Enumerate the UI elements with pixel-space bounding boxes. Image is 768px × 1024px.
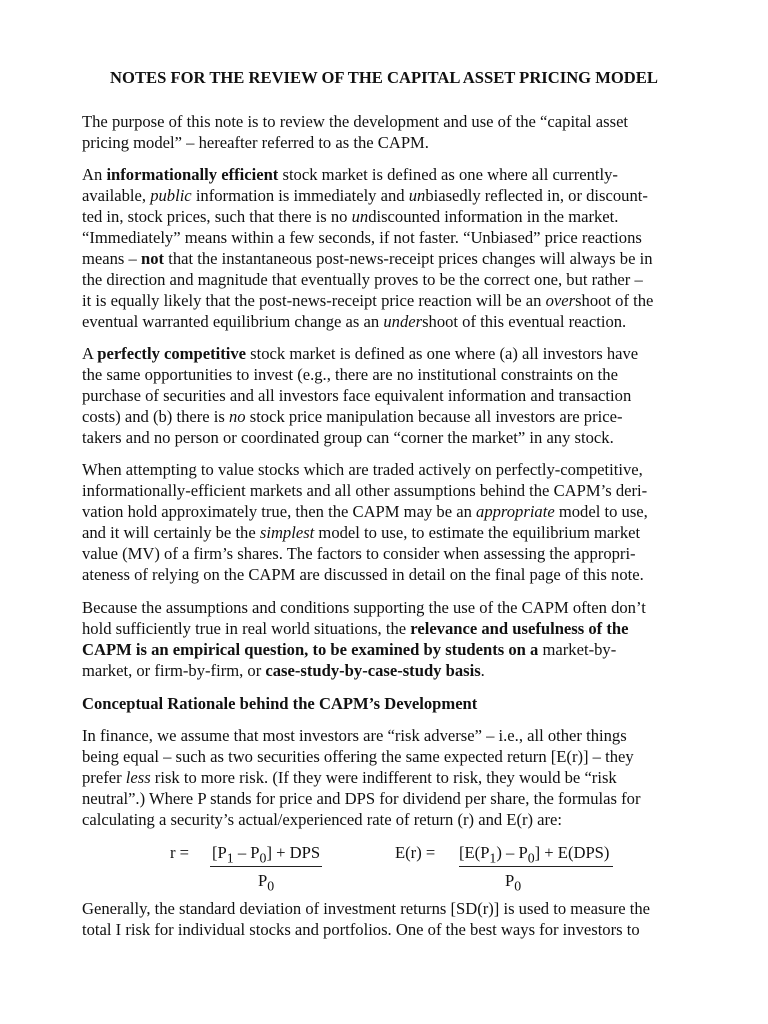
formula-actual-return	[170, 842, 330, 892]
paragraph-standard-deviation	[82, 898, 688, 940]
text-line: prefer less risk to more risk. (If they were indifferent to risk, they would be “risk	[82, 768, 617, 787]
text-line: hold sufficiently true in real world situations, the relevance and usefulness of the	[82, 619, 629, 638]
text-line: being equal – such as two securities offering the same expected return [E(r)] – they	[82, 747, 634, 766]
text-line: Because the assumptions and conditions supporting the use of the CAPM often don’t	[82, 598, 646, 617]
document-title: NOTES FOR THE REVIEW OF THE CAPITAL ASSET PRICING MODEL	[110, 68, 658, 87]
paragraph-informational-efficiency	[82, 164, 688, 332]
paragraph-risk-aversion	[82, 725, 688, 830]
formula-lhs: r =	[170, 843, 190, 862]
text-line: costs) and (b) there is no stock price manipulation because all investors are price-	[82, 407, 623, 426]
text-line: The purpose of this note is to review the development and use of the “capital asset	[82, 112, 629, 131]
text-line: calculating a security’s actual/experienced rate of return (r) and E(r) are:	[82, 810, 563, 829]
text-line: Generally, the standard deviation of investment returns [SD(r)] is used to measure the	[82, 899, 651, 918]
paragraph-empirical-question	[82, 597, 688, 681]
text-line: ted in, stock prices, such that there is no undiscounted information in the market.	[82, 207, 619, 226]
formula-lhs: E(r) =	[395, 843, 436, 862]
text-line: and it will certainly be the simplest model to use, to estimate the equilibrium market	[82, 523, 641, 542]
formula-denominator: $P_0$	[505, 871, 522, 894]
text-line: vation hold approximately true, then the CAPM may be an appropriate model to use,	[82, 502, 648, 521]
text-line: informationally-efficient markets and all other assumptions behind the CAPM’s deri-	[82, 481, 648, 500]
bold-term: not	[141, 249, 165, 268]
section-heading: Conceptual Rationale behind the CAPM’s Development	[82, 694, 478, 713]
formula-numerator: $[P_1 - P_0]$ + DPS	[212, 843, 321, 866]
text-line: An informationally efficient stock market is defined as one where all currently-	[82, 165, 618, 184]
italic-term: public	[150, 186, 192, 205]
text-line: “Immediately” means within a few seconds, if not faster. “Unbiased” price reactions	[82, 228, 642, 247]
text-line: A perfectly competitive stock market is defined as one where (a) all investors have	[82, 344, 639, 363]
text-line: the direction and magnitude that eventually proves to be the correct one, but rather –	[82, 270, 643, 289]
text-line: available, public information is immediately and unbiasedly reflected in, or discount-	[82, 186, 648, 205]
formula-numerator: $[E(P_1) - P_0] + E(DPS)$	[459, 843, 610, 866]
text-line: total I risk for individual stocks and portfolios. One of the best ways for investors to	[82, 920, 640, 939]
text-line: pricing model” – hereafter referred to as the CAPM.	[82, 133, 429, 152]
text-line: ateness of relying on the CAPM are discussed in detail on the final page of this note.	[82, 565, 644, 584]
fraction-bar	[210, 866, 322, 867]
formula-denominator: $P_0$	[258, 871, 275, 894]
text-line: In finance, we assume that most investors are “risk adverse” – i.e., all other things	[82, 726, 627, 745]
text-line: neutral”.) Where P stands for price and DPS for dividend per share, the formulas for	[82, 789, 641, 808]
formula-expected-return	[395, 842, 620, 892]
text-line: market, or firm-by-firm, or case-study-by-case-study basis.	[82, 661, 485, 680]
bold-term: perfectly competitive	[97, 344, 247, 363]
fraction-bar	[459, 866, 613, 867]
text-line: value (MV) of a firm’s shares. The factors to consider when assessing the appropri-	[82, 544, 636, 563]
text-line: purchase of securities and all investors face equivalent information and transaction	[82, 386, 632, 405]
paragraph-capm-appropriateness	[82, 459, 688, 585]
text-line: CAPM is an empirical question, to be examined by students on a market-by-	[82, 640, 617, 659]
text-line: the same opportunities to invest (e.g., there are no institutional constraints on the	[82, 365, 618, 384]
paragraph-perfect-competition	[82, 343, 688, 448]
text-line: takers and no person or coordinated group can “corner the market” in any stock.	[82, 428, 614, 447]
text-line: When attempting to value stocks which are traded actively on perfectly-competitive,	[82, 460, 643, 479]
text-line: eventual warranted equilibrium change as an undershoot of this eventual reaction.	[82, 312, 627, 331]
text-line: means – not that the instantaneous post-news-receipt prices changes will always be in	[82, 249, 653, 268]
text-line: it is equally likely that the post-news-receipt price reaction will be an overshoot of the	[82, 291, 654, 310]
bold-term: informationally efficient	[106, 165, 279, 184]
paragraph-purpose	[82, 111, 688, 153]
